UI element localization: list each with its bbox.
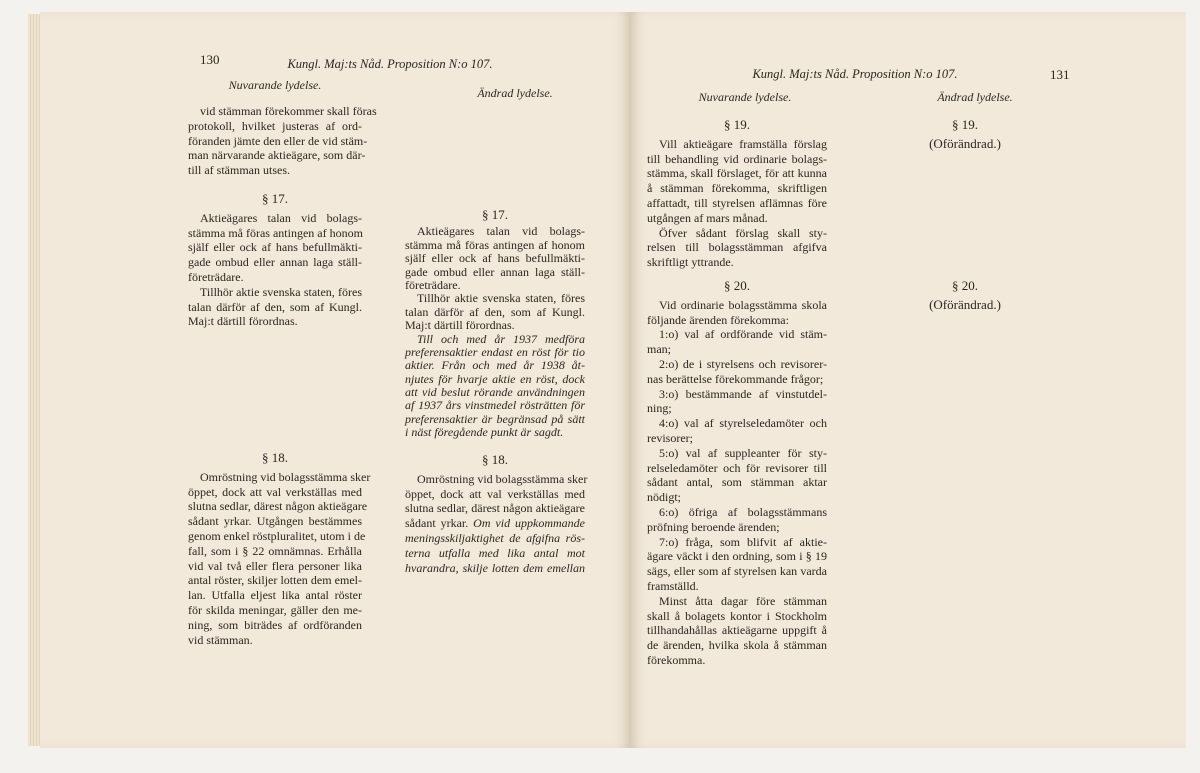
paragraph — [405, 471, 588, 576]
column-header-current-right: Nuvarande lydelse. — [698, 90, 792, 104]
text-run: sådant yrkar. — [405, 516, 474, 531]
heading-text: (Oförändrad.) — [929, 135, 1001, 151]
italic-text-run: Om vid uppkommande — [473, 516, 585, 531]
text-line — [405, 546, 585, 561]
heading-text: § 18. — [482, 452, 508, 467]
text-line: gade ombud eller annan laga ställ- — [405, 264, 585, 279]
text-line: vid stämman. — [188, 632, 253, 647]
text-line: öppet, dock att val verkställas med — [405, 486, 585, 501]
section-heading — [905, 279, 1025, 294]
paragraph — [647, 446, 827, 505]
paragraph — [188, 285, 362, 329]
text-line: sägs, eller som af styrelsen kan varda — [647, 564, 827, 579]
text-line: vid val två eller flera personer lika — [188, 558, 362, 573]
text-line: till behandling vid ordinarie bolags- — [647, 151, 827, 166]
text-line: följande ärenden förekomma: — [647, 312, 789, 327]
text-line — [405, 359, 585, 372]
amended-text-section-19 — [905, 118, 1025, 156]
paragraph — [647, 387, 827, 417]
italic-text-run: i näst föregående punkt är sagdt. — [405, 425, 564, 440]
section-heading — [647, 279, 827, 294]
amended-text-section-17 — [405, 208, 585, 440]
text-line: antal röster, skiljer lotten dem emel- — [188, 573, 362, 588]
current-text-section-20 — [647, 279, 827, 668]
text-line — [405, 561, 585, 576]
text-line: revisorer; — [647, 430, 693, 445]
amended-text-section-18 — [405, 452, 588, 575]
italic-text-run: Till och med år 1937 medföra — [417, 331, 585, 346]
paragraph — [647, 298, 827, 328]
text-line: stämma må föras antingen af honom — [188, 225, 363, 240]
text-line: 7:o) fråga, som blifvit af aktie- — [659, 534, 827, 549]
text-line: för skilda meningar, gäller den me- — [188, 602, 362, 617]
text-line: man; — [647, 342, 671, 357]
paragraph — [647, 357, 827, 387]
section-heading — [647, 118, 827, 133]
text-line: gade ombud eller annan laga ställ- — [188, 255, 362, 270]
text-line — [405, 516, 585, 531]
heading-text: (Oförändrad.) — [929, 296, 1001, 312]
text-line: de ärenden, hvilka skola å stämman — [647, 638, 827, 653]
text-line: genom enkel röstpluralitet, utom i de — [188, 528, 366, 543]
text-line — [405, 426, 585, 439]
heading-text: § 17. — [482, 207, 508, 222]
text-line: pröfning beroende ärenden; — [647, 519, 780, 534]
section-heading — [405, 453, 585, 468]
running-title-right: Kungl. Maj:ts Nåd. Proposition N:o 107. — [752, 67, 958, 81]
paragraph — [647, 327, 827, 357]
paragraph — [647, 594, 827, 668]
text-line: själf eller ock af hans befullmäkti- — [405, 251, 585, 266]
paragraph — [647, 137, 827, 226]
amended-text-section-20 — [905, 279, 1025, 317]
section-heading — [405, 208, 585, 221]
text-line: Minst åtta dagar före stämman — [659, 593, 827, 608]
text-line: Tillhör aktie svenska staten, föres — [200, 284, 362, 299]
paragraph — [647, 226, 827, 270]
current-text-section-19 — [647, 118, 827, 270]
text-line: Tillhör aktie svenska staten, föres — [417, 291, 585, 306]
column-header-amended-right: Ändrad lydelse. — [937, 90, 1013, 104]
text-line: öppet, dock att val verkställas med — [188, 484, 362, 499]
text-line: nödigt; — [647, 490, 682, 505]
text-line: Vid ordinarie bolagsstämma skola — [659, 297, 827, 312]
text-line: lan. Utfalla eljest lika antal röster — [188, 588, 362, 603]
italic-text-run: meningsskiljaktighet de afgifna rös- — [405, 530, 585, 545]
text-line — [405, 346, 585, 359]
text-line — [405, 333, 585, 346]
text-line: företrädare. — [405, 277, 461, 292]
text-line: tillhandahållas aktieägarne uppgift å — [647, 623, 827, 638]
section-heading — [188, 192, 362, 207]
text-line: relsen till bolagsstämman afgifva — [647, 240, 827, 255]
heading-text: § 20. — [724, 278, 750, 293]
text-line: Omröstning vid bolagsstämma sker — [417, 471, 588, 486]
text-line: slutna sedlar, därest någon aktieägare — [405, 501, 585, 516]
text-line: 6:o) öfriga af bolagsstämmans — [659, 504, 827, 519]
text-line: Omröstning vid bolagsstämma sker — [200, 469, 371, 484]
text-line: föranden jämte den eller de vid stäm- — [188, 133, 368, 148]
section-heading — [188, 451, 362, 466]
text-line: 5:o) val af suppleanter för sty- — [659, 445, 827, 460]
paragraph — [188, 211, 362, 285]
text-line: utgången af mars månad. — [647, 210, 768, 225]
text-line: man närvarande aktieägare, som där- — [188, 148, 366, 163]
text-line: å stämman förekomma, skriftligen — [647, 181, 827, 196]
heading-text: § 20. — [952, 278, 978, 293]
current-text-section-17 — [188, 192, 362, 329]
text-line: slutna sedlar, därest någon aktieägare — [188, 499, 368, 514]
text-line — [405, 531, 585, 546]
text-line: 1:o) val af ordförande vid stäm- — [659, 327, 827, 342]
paragraph — [405, 292, 585, 332]
italic-text-run: hvarandra, skilje lotten dem emellan — [405, 560, 585, 575]
text-line — [405, 413, 585, 426]
text-line: vid stämman förekommer skall föras — [200, 104, 377, 118]
paragraph — [647, 416, 827, 446]
page-number-left: 130 — [200, 52, 220, 67]
current-text-section-16-end — [188, 104, 377, 178]
text-line: sådant yrkar. Utgången bestämmes — [188, 514, 362, 529]
column-header-current-left: Nuvarande lydelse. — [228, 78, 322, 92]
text-line: talan därför af den, som af Kungl. — [405, 304, 585, 319]
heading-text: § 18. — [262, 450, 288, 465]
text-line — [405, 399, 585, 412]
text-line: 3:o) bestämmande af vinstutdel- — [659, 386, 827, 401]
section-heading — [905, 298, 1025, 313]
heading-text: § 17. — [262, 191, 288, 206]
page-number-right: 131 — [1050, 67, 1070, 82]
text-line: Vill aktieägare framställa förslag — [659, 136, 827, 151]
text-line: protokoll, hvilket justeras af ord- — [188, 118, 362, 133]
paragraph — [188, 104, 377, 178]
section-heading — [905, 137, 1025, 152]
paragraph — [188, 469, 371, 648]
italic-text-run: preferensaktier är begränsad på sätt — [405, 411, 585, 426]
text-line: talan därför af den, som af Kungl. — [188, 299, 362, 314]
text-line: till af stämman utses. — [188, 163, 290, 178]
paragraph — [405, 225, 585, 292]
text-line: affattadt, till styrelsen aflämnas före — [647, 195, 827, 210]
paragraph — [405, 333, 585, 440]
heading-text: § 19. — [952, 117, 978, 132]
italic-text-run: aktier. Från och med år 1938 åt- — [405, 358, 585, 373]
text-line: sådant antal, som stämman aktar — [647, 475, 827, 490]
text-line: fall, som i § 22 omnämnas. Erhålla — [188, 543, 362, 558]
heading-text: § 19. — [724, 117, 750, 132]
text-line — [405, 373, 585, 386]
text-line: Maj:t därtill förordnas. — [188, 314, 298, 329]
text-line: 4:o) val af styrelseledamöter och — [659, 416, 827, 431]
text-line: stämma må föras antingen af honom — [405, 237, 585, 252]
italic-text-run: njutes för hvarje aktie en röst, dock — [405, 371, 585, 386]
text-line: relseledamöter och för revisorer till — [647, 460, 827, 475]
italic-text-run: af 1937 års vinstmedel rösträtten för — [405, 398, 585, 413]
text-line: ning, som biträdes af ordföranden — [188, 617, 362, 632]
text-line: nas berättelse förekommande frågor; — [647, 371, 824, 386]
text-line: stämma, skall förslaget, för att kunna — [647, 166, 827, 181]
italic-text-run: att vid beslut rörande användningen — [405, 385, 585, 400]
text-line: Öfver sådant förslag skall sty- — [659, 225, 827, 240]
text-line: förekomma. — [647, 652, 706, 667]
paragraph — [647, 505, 827, 535]
text-line: skriftligt yttrande. — [647, 255, 734, 270]
text-line: ning; — [647, 401, 672, 416]
text-line: framställd. — [647, 578, 699, 593]
section-heading — [905, 118, 1025, 133]
paragraph — [647, 535, 827, 594]
running-title-left: Kungl. Maj:ts Nåd. Proposition N:o 107. — [287, 57, 493, 71]
text-line: Aktieägares talan vid bolags- — [200, 210, 362, 225]
text-line: Aktieägares talan vid bolags- — [417, 224, 585, 239]
italic-text-run: preferensaktier endast en röst för tio — [405, 344, 585, 359]
text-line: Maj:t därtill förordnas. — [405, 318, 515, 333]
column-header-amended-left: Ändrad lydelse. — [477, 86, 553, 100]
text-line — [405, 386, 585, 399]
text-line: ägare väckt i den ordning, som i § 19 — [647, 549, 827, 564]
text-line: skall å bolagets kontor i Stockholm — [647, 608, 827, 623]
italic-text-run: terna utfalla med lika antal mot — [405, 545, 585, 560]
text-line: 2:o) de i styrelsens och revisorer- — [659, 356, 827, 371]
current-text-section-18 — [188, 450, 371, 647]
text-line: själf eller ock af hans befullmäkti- — [188, 240, 362, 255]
text-line: företrädare. — [188, 269, 244, 284]
